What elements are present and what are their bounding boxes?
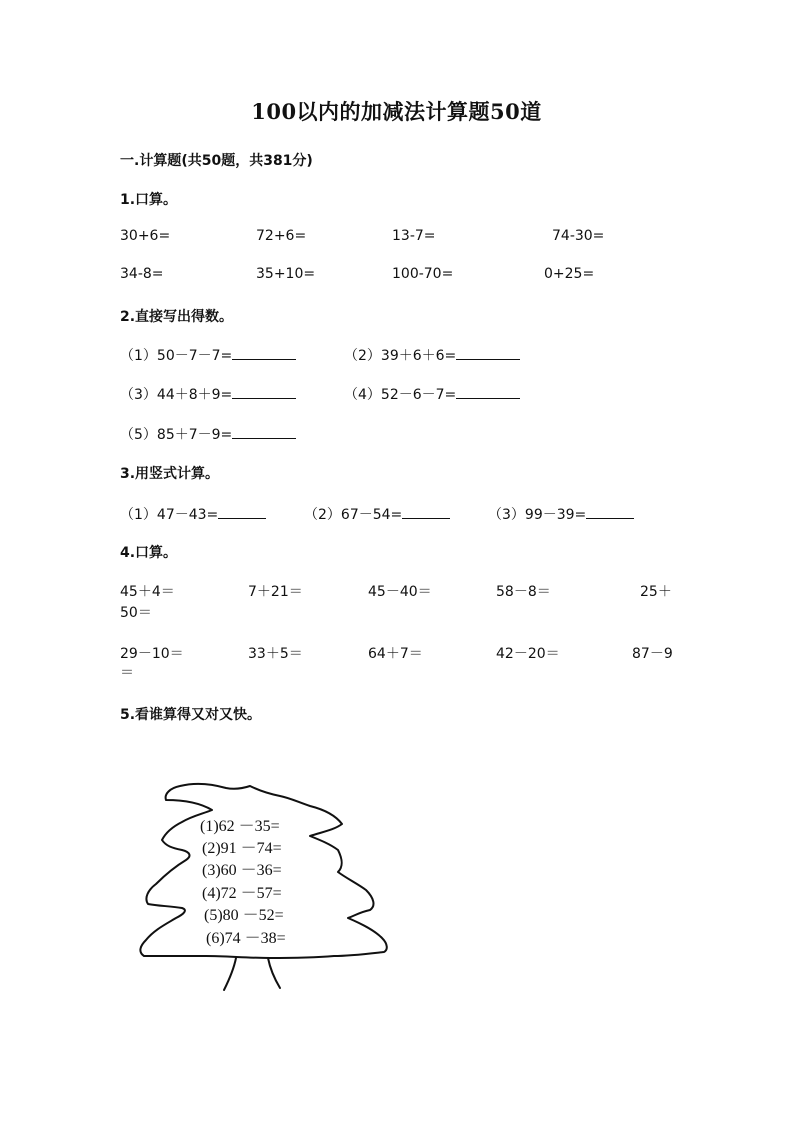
fill-problem — [120, 345, 296, 365]
problem-text: （4）52－6－7= — [344, 387, 457, 403]
problem: 25＋ — [640, 584, 672, 600]
problem: 64＋7＝ — [368, 646, 423, 662]
problem: 7＋21＝ — [248, 584, 303, 600]
problem: 30+6= — [120, 228, 171, 244]
answer-blank[interactable] — [456, 384, 520, 399]
problem-wrap: ＝ — [120, 665, 134, 681]
problem: 34-8= — [120, 266, 164, 282]
problem: 13-7= — [392, 228, 436, 244]
problem: 33＋5＝ — [248, 646, 303, 662]
answer-blank[interactable] — [402, 504, 450, 519]
problem: 35+10= — [256, 266, 316, 282]
fill-problem — [344, 384, 520, 404]
answer-blank[interactable] — [232, 424, 296, 439]
fill-problem — [120, 504, 266, 524]
fill-problem — [304, 504, 450, 524]
answer-blank[interactable] — [456, 345, 520, 360]
tree-problem: (3)60 －36= — [202, 862, 282, 879]
problem: 74-30= — [552, 228, 605, 244]
problem-wrap: 50＝ — [120, 605, 152, 621]
answer-blank[interactable] — [586, 504, 634, 519]
problem-text: （1）47－43= — [120, 507, 219, 523]
problem-text: （3）44＋8＋9= — [120, 387, 233, 403]
tree-illustration — [130, 780, 400, 1000]
answer-blank[interactable] — [232, 345, 296, 360]
problem-text: （3）99－39= — [488, 507, 587, 523]
section-5-heading: 5.看谁算得又对又快。 — [120, 707, 262, 723]
problem: 87－9 — [632, 646, 673, 662]
problem: 100-70= — [392, 266, 454, 282]
section-header: 一.计算题(共50题，共381分) — [120, 153, 313, 169]
fill-problem — [120, 384, 296, 404]
problem: 45＋4＝ — [120, 584, 175, 600]
fill-problem — [488, 504, 634, 524]
problem: 58－8＝ — [496, 584, 551, 600]
fill-problem — [344, 345, 520, 365]
problem-text: （2）39＋6＋6= — [344, 348, 457, 364]
problem: 42－20＝ — [496, 646, 560, 662]
tree-trunk — [268, 958, 280, 988]
answer-blank[interactable] — [232, 384, 296, 399]
problem: 0+25= — [544, 266, 595, 282]
tree-problem: (2)91 －74= — [202, 840, 282, 857]
problem-text: （5）85＋7－9= — [120, 427, 233, 443]
problem-text: （1）50－7－7= — [120, 348, 233, 364]
page-title: 100以内的加减法计算题50道 — [251, 99, 542, 124]
tree-problem: (6)74 －38= — [206, 930, 286, 947]
problem: 72+6= — [256, 228, 307, 244]
section-2-heading: 2.直接写出得数。 — [120, 309, 234, 325]
tree-trunk — [224, 958, 236, 990]
problem-text: （2）67－54= — [304, 507, 403, 523]
tree-problem: (4)72 －57= — [202, 885, 282, 902]
fill-problem — [120, 424, 296, 444]
tree-problem: (5)80 －52= — [204, 907, 284, 924]
problem: 45－40＝ — [368, 584, 432, 600]
section-4-heading: 4.口算。 — [120, 545, 178, 561]
problem: 29－10＝ — [120, 646, 184, 662]
section-3-heading: 3.用竖式计算。 — [120, 466, 220, 482]
section-1-heading: 1.口算。 — [120, 192, 178, 208]
answer-blank[interactable] — [218, 504, 266, 519]
tree-problem: (1)62 －35= — [200, 818, 280, 835]
